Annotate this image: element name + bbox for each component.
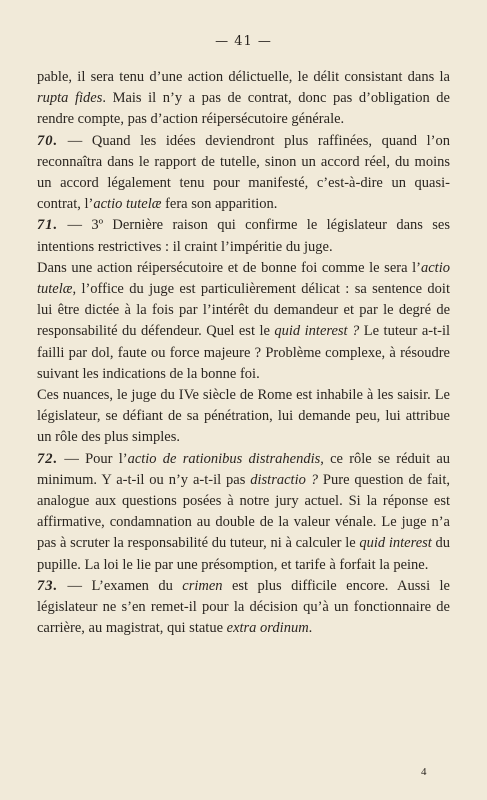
body-text <box>37 67 450 639</box>
section-number: 72. <box>37 450 59 467</box>
text-segment: — Quand les idées deviendront plus raffinées, quand l’on reconnaîtra dans le rapport de tutelle, sinon un accord réel, du moins un accord légalement tenu pour manifesté, c’est-à-dire un quasi-contrat, l’ <box>37 132 450 213</box>
italic-text: actio tutelæ <box>93 196 162 213</box>
text-segment: Pure question de fait, analogue aux questions posées à notre jury actuel. Si la réponse est affirmative, condamnation au double de la valeur vénale. Le juge n’a pas à scruter la responsabilité du tuteur, ni à calculer le <box>37 471 450 552</box>
paragraph <box>37 215 450 257</box>
text-segment: Ces nuances, le juge du IVe siècle de Rome est inhabile à les saisir. Le législateur, se défiant de sa pénétration, lui demande peu, lui attribue un rôle des plus simples. <box>37 387 450 446</box>
section-number: 73. <box>37 577 59 594</box>
text-segment: est plus difficile encore. Aussi le législateur ne s’en remet-il pour la décision qu’à un fonctionnaire de carrière, au magistrat, qui statue <box>37 577 450 637</box>
paragraph <box>37 67 450 131</box>
section-number: 70. <box>37 132 59 149</box>
paragraph <box>37 449 450 576</box>
italic-text: quid interest ? <box>274 323 360 340</box>
text-segment: Dans une action réipersécutoire et de bonne foi comme le sera l’ <box>37 259 421 276</box>
text-segment: Le tuteur a-t-il failli par dol, faute ou force majeure ? Problème complexe, à résoudre suivant les indications de la bonne foi. <box>37 323 451 382</box>
paragraph <box>37 131 450 216</box>
italic-text: extra ordinum <box>226 620 309 637</box>
text-segment: du pupille. La loi le lie par une présomption, et tarife à forfait la peine. <box>37 535 451 573</box>
section-number: 71. <box>37 217 59 234</box>
italic-text: actio tutelæ <box>37 259 450 298</box>
page-number-header: — 41 — <box>215 34 272 49</box>
italic-text: quid interest <box>359 535 432 552</box>
paragraph <box>37 576 450 640</box>
text-segment: — L’examen du <box>58 577 183 594</box>
text-segment: — Pour l’ <box>58 450 128 467</box>
paragraph <box>37 258 450 385</box>
text-segment: fera son apparition. <box>161 196 278 213</box>
text-segment: , l’office du juge est particulièrement délicat : sa sentence doit lui être dictée à la fois par l’intérêt du demandeur et par le degré de responsabilité du défendeur. Quel est le <box>37 281 450 340</box>
text-segment: , ce rôle se réduit au minimum. Y a-t-il ou n’y a-t-il pas <box>37 450 451 488</box>
paragraph <box>37 385 450 449</box>
italic-text: actio de rationibus distrahendis <box>127 450 321 467</box>
signature-mark: 4 <box>421 766 427 778</box>
italic-text: distractio ? <box>250 471 319 488</box>
text-segment: . <box>308 620 313 637</box>
text-segment: pable, il sera tenu d’une action délictuelle, le délit consistant dans la <box>37 69 450 85</box>
text-segment: — 3º Dernière raison qui confirme le législateur dans ses intentions restrictives : il craint l’impéritie du juge. <box>37 217 450 255</box>
italic-text: crimen <box>182 577 223 594</box>
text-segment: . Mais il n’y a pas de contrat, donc pas d’obligation de rendre compte, pas d’action réipersécutoire générale. <box>37 90 450 128</box>
italic-text: rupta fides <box>37 90 103 107</box>
